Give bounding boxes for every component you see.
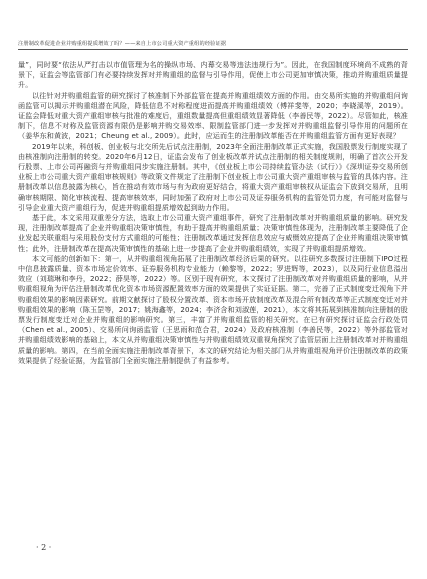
paragraph-4: 基于此，本文采用双重差分方法，选取上市公司重大资产重组事件，研究了注册制改革对并购重组质量的影响。研究发现，注册制改革提高了企业并购重组决策审慎性，有助于提高并购重组质量；决策审慎性体现为，注册制改革主要降低了企业发起关联重组与采用股份支付方式重组的可能性；注册制改革通过发挥信息效应与威慑效应提高了企业并购重组决策审慎性；此外，注册制改革在提高决策审慎性的基础上进一步提高了企业并购重组绩效，实现了并购重组提质增效。 <box>18 213 408 253</box>
paragraph-1: 量”，同时要“依法从严打击以市值管理为名的操纵市场、内幕交易等违法违规行为”。因此，在我国制度环境尚不成熟的背景下，证监会等监管部门有必要持续发挥对并购重组的监督与引导作用，促使上市公司更加审慎决策，推动并购重组质量提升。 <box>18 60 408 90</box>
paragraph-3: 2019年以来，科创板、创业板与北交所先后试点注册制，2023年全面注册制改革正式实施，我国股票发行制度实现了由核准制向注册制的转变。2020年6月12日，证监会发布了创业板改革并试点注册制的相关制度规则，明确了首次公开发行股票、上市公司再融资与并购重组同步实施注册制。其中，《创业板上市公司持续监管办法（试行）》《深圳证券交易所创业板上市公司重大资产重组审核规则》等政策文件规定了注册制下创业板上市公司重大资产重组审核与监管的具体内容。注册制改革以信息披露为核心，旨在推动有效市场与有为政府更好结合，将重大资产重组审核权从证监会下放到交易所，且明确审核期限、简化审核流程、提高审核效率，同时加强了政府对上市公司及证券服务机构的监管处罚力度，有可能对监督与引导企业重大资产重组行为，促进并购重组提质增效起到助力作用。 <box>18 141 408 212</box>
running-header <box>18 40 408 50</box>
body-text <box>18 60 408 366</box>
running-header-title: 注册制改革促进企业并购重组提质增效了吗？——来自上市公司重大资产重组的经验证据 <box>18 41 227 47</box>
header-rule <box>18 49 408 50</box>
paragraph-5: 本文可能的创新如下：第一，从并购重组视角拓展了注册制改革经济后果的研究。以往研究多数探讨注册制下IPO过程中信息披露质量、资本市场定价效率、证券服务机构专业能力（赖黎等，2022；罗进辉等，2023），以及同行业信息溢出效应（刘瑞琳和李丹，2022；薛昊等，2022）等。区别于现有研究，本文探讨了注册制改革对并购重组质量的影响，从并购重组视角为评估注册制改革优化资本市场资源配置效率方面的效果提供了实证证据。第二，完善了正式制度变迁视角下并购重组效果的影响因素研究。前期文献探讨了股权分置改革、资本市场开放制度改革及混合所有制改革等正式制度变迁对并购重组效果的影响（陈玉罡等，2017；姚海鑫等，2024；李济含和刘淑莲，2021），本文将其拓展到核准制向注册制的股票发行制度变迁对企业并购重组的影响研究。第三，丰富了并购重组监管的相关研究。在已有研究探讨证监会行政处罚（Chen et al., 2005）、交易所问询函监管（王思雨和范合君，2024）及政府核准制（李善民等，2022）等外部监管对并购重组绩效影响的基础上，本文从并购重组决策审慎性与并购重组绩效双重视角探究了监管层面上注册制改革对并购重组质量的影响。第四，在当前全面实施注册制改革背景下，本文的研究结论为相关部门从并购重组视角评价注册制改革的政策效果提供了经验证据，为监管部门全面实施注册制提供了有益参考。 <box>18 253 408 365</box>
page-number: · 2 · <box>36 543 52 552</box>
paragraph-2: 以往针对并购重组监管的研究探讨了核准制下外部监管在提高并购重组绩效方面的作用。由交易所实施的并购重组问询函监管可以揭示并购重组潜在风险，降低信息不对称程度进而提高并购重组绩效（傅祥斐等，2020；李晓溪等，2019）。证监会降低对重大资产重组审核与批准的难度后，重组数量提高但重组绩效显著降低（李善民等，2022）。尽管如此，核准制下，信息不对称及监管资源有限仍是影响并购交易效率、限制监管部门进一步发挥对并购重组监督引导作用的问题所在（姜华东和黄波，2021；Cheung et al., 2009）。此时，应运而生的注册制改革能否在并购重组监管方面有更好表现？ <box>18 90 408 141</box>
